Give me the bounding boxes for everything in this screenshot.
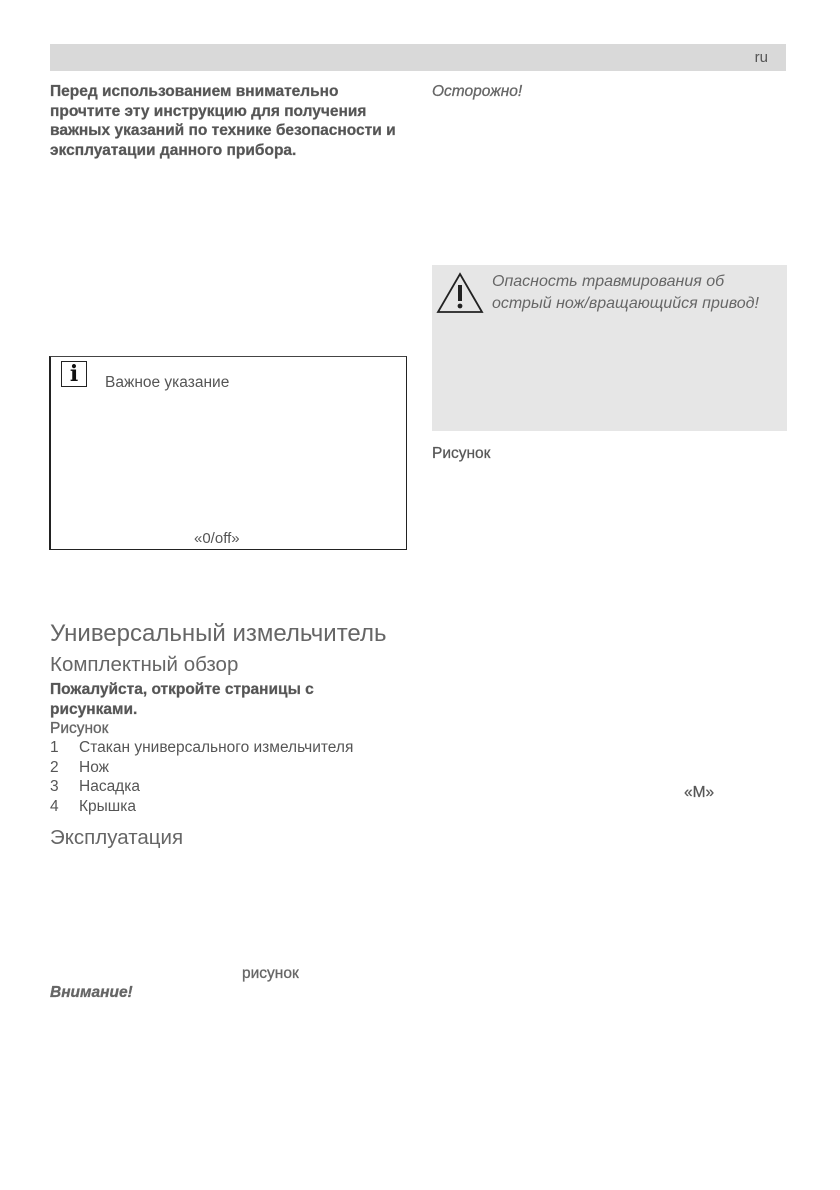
list-item [50, 738, 353, 758]
overview-heading: Комплектный обзор [50, 653, 239, 676]
list-item [50, 797, 353, 817]
part-number: 4 [50, 797, 59, 815]
part-number: 3 [50, 778, 59, 795]
intro-paragraph: Перед использованием внимательно прочтите эту инструкцию для получения важных указаний по технике безопасности и эксплуатации данного прибора. [50, 83, 396, 159]
caution-label: Осторожно! [432, 83, 523, 100]
figure-label: Рисунок [432, 445, 491, 462]
warning-triangle-icon [435, 271, 485, 315]
part-label: Стакан универсального измельчителя [79, 739, 354, 756]
section-title: Универсальный измельчитель [50, 620, 387, 647]
part-label: Насадка [79, 778, 140, 795]
part-label: Крышка [79, 797, 136, 815]
off-switch-label: «0/off» [194, 530, 240, 547]
important-note-title: Важное указание [105, 374, 230, 391]
part-label: Нож [79, 758, 110, 776]
info-icon: i [61, 361, 87, 387]
important-note-box [49, 356, 407, 550]
speed-mark: «M» [684, 784, 715, 801]
part-number: 2 [50, 758, 59, 776]
figure-label: Рисунок [50, 720, 109, 737]
overview-note: Пожалуйста, откройте страницы с рисунками. [50, 681, 314, 718]
part-number: 1 [50, 739, 59, 756]
list-item [50, 777, 353, 797]
language-code: ru [754, 49, 768, 66]
attention-label: Внимание! [50, 984, 133, 1001]
parts-list [50, 738, 353, 816]
list-item [50, 758, 353, 778]
warning-box [432, 265, 787, 431]
header-bar [50, 44, 786, 71]
warning-text: Опасность травмирования об острый нож/вращающийся привод! [492, 273, 759, 312]
figure-reference: рисунок [242, 965, 299, 982]
operation-heading: Эксплуатация [50, 826, 184, 849]
